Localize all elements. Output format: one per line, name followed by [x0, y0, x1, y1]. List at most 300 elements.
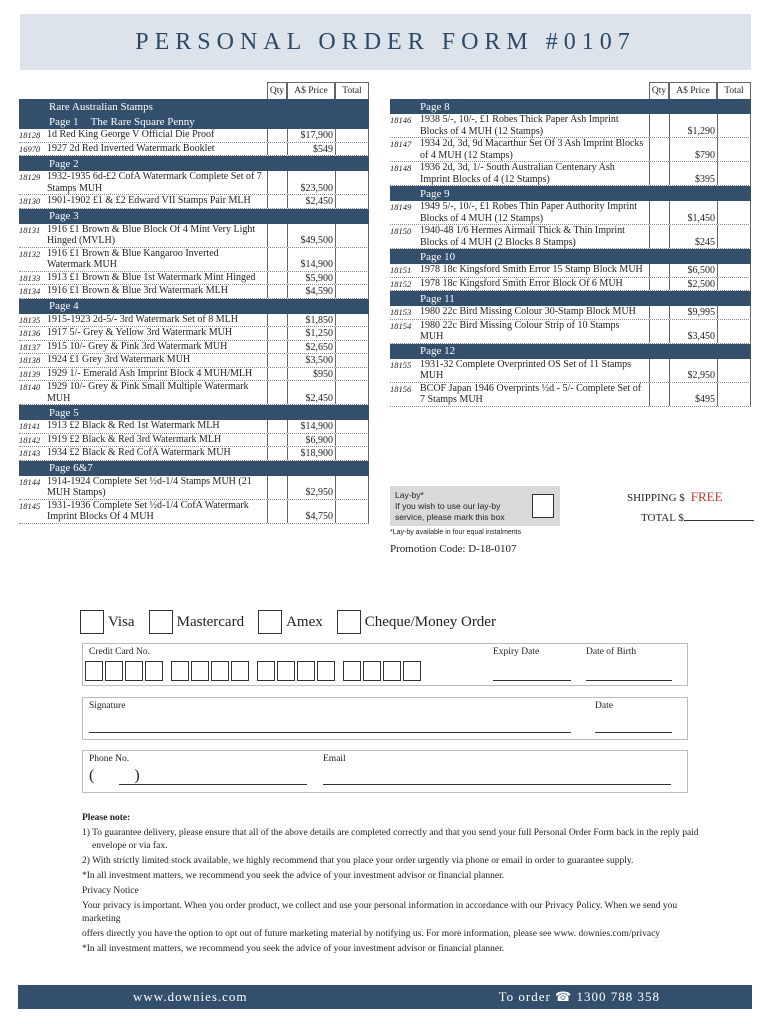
total-cell[interactable] [335, 195, 369, 208]
item-row [390, 225, 751, 249]
item-row [19, 434, 369, 448]
right-sections [390, 99, 751, 407]
item-code: 18153 [390, 307, 412, 317]
qty-cell[interactable] [267, 434, 287, 447]
dob-label: Date of Birth [586, 647, 637, 657]
item-description: 1927 2d Red Inverted Watermark Booklet [47, 142, 215, 154]
price-cell [669, 359, 717, 382]
option-cheque[interactable] [337, 610, 496, 634]
item-price: $4,750 [305, 511, 333, 522]
item-description: 1931-32 Complete Overprinted OS Set of 11 Stamps MUH [420, 358, 631, 381]
price-cell [287, 381, 335, 404]
expiry-label: Expiry Date [493, 647, 540, 657]
section-header [390, 99, 751, 114]
item-row [19, 224, 369, 248]
cc-digit-box[interactable] [105, 661, 123, 681]
total-cell[interactable] [717, 383, 751, 406]
price-cell [287, 314, 335, 327]
item-row [19, 368, 369, 382]
payment-options [80, 610, 510, 634]
total-cell[interactable] [335, 272, 369, 285]
price-cell [669, 138, 717, 161]
cc-label: Credit Card No. [89, 647, 150, 657]
section-name: Page 1 [49, 115, 79, 128]
qty-cell[interactable] [267, 272, 287, 285]
item-code: 18148 [390, 163, 412, 173]
price-cell [287, 420, 335, 433]
section-name: Page 3 [49, 210, 79, 222]
section-subtitle: The Rare Square Penny [90, 115, 195, 128]
item-code: 18138 [19, 355, 41, 365]
item-description: 1929 10/- Grey & Pink Small Multiple Watermark MUH [47, 381, 249, 404]
item-price: $495 [695, 394, 715, 405]
section-header [390, 249, 751, 264]
qty-cell[interactable] [267, 368, 287, 381]
qty-cell[interactable] [649, 162, 669, 185]
visa-checkbox[interactable] [80, 610, 104, 634]
phone-paren: ( ) [89, 767, 140, 784]
right-column [390, 82, 751, 407]
total-cell[interactable] [335, 248, 369, 271]
item-description: 1931-1936 Complete Set ½d-1/4 CofA Watermark Imprint Blocks Of 4 MUH [47, 499, 249, 522]
phone-label: Phone No. [89, 754, 130, 764]
price-cell [287, 368, 335, 381]
item-code: 18131 [19, 224, 41, 235]
date-field[interactable] [595, 732, 672, 733]
item-price: $14,900 [300, 259, 333, 270]
total-header: Total [335, 82, 369, 99]
section-name: Page 12 [420, 345, 456, 357]
item-description: 1932-1935 6d-£2 CofA Watermark Complete Set of 7 Stamps MUH [47, 171, 262, 194]
qty-cell[interactable] [267, 327, 287, 340]
total-field[interactable] [684, 520, 754, 521]
item-code: 18135 [19, 314, 41, 325]
price-cell [669, 201, 717, 224]
title-bar [20, 14, 751, 70]
total-cell[interactable] [717, 278, 751, 291]
qty-header: Qty [267, 82, 287, 99]
item-row [390, 278, 751, 292]
item-code: 18134 [19, 286, 41, 296]
qty-cell[interactable] [267, 129, 287, 142]
mastercard-label: Mastercard [176, 613, 245, 630]
price-cell [287, 476, 335, 499]
item-price: $4,590 [305, 286, 333, 297]
qty-cell[interactable] [267, 354, 287, 367]
note-4: *In all investment matters, we recommend you seek the advice of your investment advisor or financial planner. [82, 944, 505, 954]
item-price: $49,500 [300, 235, 333, 246]
total-cell[interactable] [335, 447, 369, 460]
item-code: 18150 [390, 226, 412, 236]
cc-digit-box[interactable] [191, 661, 209, 681]
amex-checkbox[interactable] [258, 610, 282, 634]
total-header: Total [717, 82, 751, 99]
item-code: 18155 [390, 359, 412, 370]
item-price: $1,250 [305, 328, 333, 339]
total-cell[interactable] [717, 138, 751, 161]
email-field[interactable] [323, 784, 671, 785]
item-description: 1916 £1 Brown & Blue Kangaroo Inverted Watermark MUH [47, 247, 219, 270]
qty-cell[interactable] [267, 381, 287, 404]
section-name: Page 6&7 [49, 462, 93, 474]
dob-field[interactable] [586, 680, 672, 681]
item-price: $1,450 [687, 212, 715, 224]
item-price: $395 [695, 173, 715, 185]
amex-label: Amex [286, 613, 323, 630]
price-cell [287, 500, 335, 523]
section-name: Page 4 [49, 300, 79, 312]
item-price: $2,650 [305, 341, 333, 353]
item-row [390, 306, 751, 320]
credit-card-section [82, 643, 688, 686]
cc-digit-box[interactable] [363, 661, 381, 681]
total-cell[interactable] [335, 368, 369, 381]
item-row [19, 354, 369, 368]
item-code: 18154 [390, 320, 412, 331]
total-cell[interactable] [717, 225, 751, 248]
item-price: $5,900 [305, 272, 333, 284]
item-price: $14,900 [300, 421, 333, 432]
item-description: 1980 22c Bird Missing Colour 30-Stamp Block MUH [420, 306, 636, 317]
qty-cell[interactable] [267, 224, 287, 247]
section-name: Page 2 [49, 157, 79, 170]
item-code: 18156 [390, 383, 412, 394]
qty-cell[interactable] [267, 500, 287, 523]
item-row [19, 285, 369, 299]
price-cell [287, 248, 335, 271]
item-code: 18152 [390, 278, 412, 289]
item-code: 18142 [19, 434, 41, 445]
cc-digit-box[interactable] [85, 661, 103, 681]
total-cell[interactable] [717, 201, 751, 224]
cc-digit-box[interactable] [211, 661, 229, 681]
privacy-title: Privacy Notice [82, 886, 139, 896]
price-cell [287, 447, 335, 460]
promo-code: Promotion Code: D-18-0107 [390, 543, 517, 555]
cheque-checkbox[interactable] [337, 610, 361, 634]
price-cell [287, 434, 335, 447]
item-price: $1,850 [305, 314, 333, 326]
price-cell [287, 272, 335, 285]
expiry-field[interactable] [493, 680, 571, 681]
item-row [390, 383, 751, 407]
qty-cell[interactable] [267, 420, 287, 433]
cc-digit-box[interactable] [403, 661, 421, 681]
qty-cell[interactable] [267, 447, 287, 460]
qty-cell[interactable] [649, 264, 669, 277]
item-row [390, 264, 751, 278]
item-code: 16970 [19, 143, 41, 154]
item-code: 18147 [390, 139, 412, 149]
item-description: 1940-48 1/6 Hermes Airmail Thick & Thin Imprint Blocks of 4 MUH (2 Blocks 8 Stamps) [420, 225, 625, 248]
total-cell[interactable] [335, 171, 369, 194]
section-name: Page 10 [420, 250, 456, 263]
total-cell[interactable] [717, 320, 751, 343]
item-description: 1934 2d, 3d, 9d Macarthur Set Of 3 Ash Imprint Blocks of 4 MUH (12 Stamps) [420, 138, 644, 161]
item-row [19, 341, 369, 355]
cheque-label: Cheque/Money Order [364, 613, 496, 630]
price-cell [287, 354, 335, 367]
item-price: $950 [313, 368, 333, 380]
item-code: 18137 [19, 341, 41, 352]
website-link[interactable]: www.downies.com [133, 989, 248, 1004]
notes-heading: Please note: [82, 813, 131, 823]
item-code: 18149 [390, 202, 412, 212]
price-cell [287, 327, 335, 340]
item-code: 18145 [19, 500, 41, 511]
item-price: $2,950 [305, 487, 333, 498]
item-row [19, 447, 369, 461]
option-mastercard[interactable] [149, 610, 244, 634]
item-description: 1916 £1 Brown & Blue Block Of 4 Mint Very Light Hinged (MVLH) [47, 223, 256, 246]
item-price: $549 [313, 143, 333, 155]
item-row [19, 327, 369, 341]
price-cell [287, 143, 335, 156]
price-cell [669, 114, 717, 137]
total-cell[interactable] [335, 381, 369, 404]
qty-cell[interactable] [267, 195, 287, 208]
price-cell [287, 341, 335, 354]
qty-cell[interactable] [267, 171, 287, 194]
item-row [19, 500, 369, 524]
total-cell[interactable] [335, 420, 369, 433]
left-column [19, 82, 369, 524]
total-label: TOTAL $ [641, 512, 684, 524]
qty-cell[interactable] [267, 476, 287, 499]
privacy-text-2: offers directly you have the option to opt out of future marketing material by notifying us. For more information, please see www. downies.com/privacy [82, 929, 661, 939]
email-label: Email [323, 754, 346, 764]
item-description: 1980 22c Bird Missing Colour Strip of 10 Stamps MUH [420, 319, 620, 342]
item-code: 18139 [19, 368, 41, 379]
total-cell[interactable] [335, 327, 369, 340]
item-code: 18146 [390, 115, 412, 125]
qty-cell[interactable] [649, 225, 669, 248]
item-description: 1d Red King George V Official Die Proof [47, 129, 215, 140]
column-headers-right [390, 82, 751, 99]
total-cell[interactable] [335, 354, 369, 367]
layby-checkbox[interactable] [532, 494, 554, 518]
total-cell[interactable] [335, 476, 369, 499]
layby-box [390, 486, 560, 526]
signature-field[interactable] [89, 732, 571, 733]
item-price: $6,500 [687, 265, 715, 276]
item-description: 1949 5/-, 10/-, £1 Robes Thin Paper Authority Imprint Blocks of 4 MUH (12 Stamps) [420, 201, 638, 224]
item-price: $9,995 [687, 307, 715, 318]
item-description: 1913 £2 Black & Red 1st Watermark MLH [47, 420, 220, 431]
total-cell[interactable] [335, 224, 369, 247]
item-description: BCOF Japan 1946 Overprints ½d - 5/- Complete Set of 7 Stamps MUH [420, 382, 642, 405]
item-code: 18140 [19, 382, 41, 392]
item-description: 1915-1923 2d-5/- 3rd Watermark Set of 8 MLH [47, 313, 238, 325]
item-row [19, 381, 369, 405]
price-cell [669, 264, 717, 277]
item-price: $3,500 [305, 355, 333, 366]
layby-text: If you wish to use our lay-by service, please mark this box [395, 501, 505, 522]
item-price: $2,950 [687, 370, 715, 381]
layby-title: Lay-by* [395, 490, 424, 500]
footer-bar [18, 985, 752, 1009]
total-cell[interactable] [335, 341, 369, 354]
qty-cell[interactable] [267, 285, 287, 298]
price-cell [287, 195, 335, 208]
item-code: 18132 [19, 248, 41, 259]
item-code: 18130 [19, 196, 41, 206]
qty-cell[interactable] [267, 341, 287, 354]
section-name: Page 11 [420, 292, 455, 305]
item-price: $6,900 [305, 434, 333, 446]
item-price: $18,900 [300, 448, 333, 459]
signature-section [82, 697, 688, 740]
item-description: 1929 1/- Emerald Ash Imprint Block 4 MUH/MLH [47, 367, 253, 379]
item-price: $1,290 [687, 125, 715, 137]
section-header [390, 186, 751, 201]
item-description: 1978 18c Kingsford Smith Error Block Of 6 MUH [420, 277, 623, 289]
shipping-value: FREE [690, 489, 723, 504]
item-row [390, 320, 751, 344]
item-description: 1936 2d, 3d, 1/- South Australian Centenary Ash Imprint Blocks of 4 (12 Stamps) [420, 162, 615, 185]
cc-digit-box[interactable] [317, 661, 335, 681]
signature-label: Signature [89, 701, 126, 711]
total-cell[interactable] [717, 306, 751, 319]
item-code: 18144 [19, 476, 41, 487]
item-description: 1978 18c Kingsford Smith Error 15 Stamp Block MUH [420, 264, 643, 275]
item-description: 1901-1902 £1 & £2 Edward VII Stamps Pair MLH [47, 195, 251, 206]
section-header [390, 344, 751, 359]
total-cell[interactable] [717, 359, 751, 382]
section-header [19, 156, 369, 171]
qty-cell[interactable] [649, 306, 669, 319]
shipping-line [627, 489, 723, 505]
item-description: 1915 10/- Grey & Pink 3rd Watermark MUH [47, 340, 228, 352]
price-cell [669, 162, 717, 185]
price-cell [287, 171, 335, 194]
page-title: PERSONAL ORDER FORM #0107 [135, 28, 636, 55]
item-description: 1914-1924 Complete Set ½d-1/4 Stamps MUH (21 MUH Stamps) [47, 475, 252, 498]
item-row [390, 138, 751, 162]
total-cell[interactable] [335, 314, 369, 327]
qty-cell[interactable] [267, 248, 287, 271]
section-name: Page 9 [420, 187, 450, 200]
total-cell[interactable] [335, 500, 369, 523]
item-price: $245 [695, 236, 715, 248]
total-cell[interactable] [335, 285, 369, 298]
item-price: $790 [695, 149, 715, 161]
total-cell[interactable] [717, 114, 751, 137]
price-header: A$ Price [287, 82, 335, 99]
price-cell [669, 320, 717, 343]
item-row [19, 129, 369, 143]
item-code: 18143 [19, 448, 41, 458]
qty-cell[interactable] [649, 359, 669, 382]
section-name: Page 5 [49, 406, 79, 419]
price-cell [669, 383, 717, 406]
item-description: 1917 5/- Grey & Yellow 3rd Watermark MUH [47, 327, 233, 338]
qty-cell[interactable] [649, 201, 669, 224]
cc-digit-box[interactable] [297, 661, 315, 681]
cc-digit-box[interactable] [145, 661, 163, 681]
item-price: $2,450 [305, 196, 333, 207]
phone-order: To order ☎ 1300 788 358 [498, 989, 660, 1004]
item-row [390, 201, 751, 225]
section-header [19, 209, 369, 224]
cc-digit-box[interactable] [171, 661, 189, 681]
note-3: *In all investment matters, we recommend you seek the advice of your investment advisor or financial planner. [82, 871, 505, 881]
price-cell [669, 278, 717, 291]
phone-field[interactable] [119, 784, 307, 785]
section-header [390, 291, 751, 306]
qty-cell[interactable] [267, 143, 287, 156]
price-cell [287, 285, 335, 298]
qty-cell[interactable] [649, 138, 669, 161]
section-header [19, 405, 369, 420]
date-label: Date [595, 701, 613, 711]
item-row [19, 248, 369, 272]
item-row [390, 162, 751, 186]
item-code: 18133 [19, 272, 41, 283]
visa-label: Visa [108, 613, 135, 630]
item-price: $17,900 [300, 130, 333, 141]
item-price: $2,450 [305, 392, 333, 404]
item-row [19, 143, 369, 157]
option-amex[interactable] [258, 610, 323, 634]
item-code: 18151 [390, 265, 412, 275]
cc-digit-box[interactable] [277, 661, 295, 681]
item-code: 18141 [19, 421, 41, 431]
cc-digit-box[interactable] [125, 661, 143, 681]
total-cell[interactable] [335, 129, 369, 142]
item-row [19, 476, 369, 500]
price-cell [287, 224, 335, 247]
mastercard-checkbox[interactable] [149, 610, 173, 634]
total-cell[interactable] [717, 162, 751, 185]
item-description: 1924 £1 Grey 3rd Watermark MUH [47, 354, 191, 365]
contact-section [82, 750, 688, 793]
qty-cell[interactable] [649, 320, 669, 343]
note-1: 1) To guarantee delivery, please ensure that all of the above details are completed correctly and that you send your full Personal Order Form back in the reply paid envelope or via fax. [82, 828, 699, 851]
cc-digit-box[interactable] [257, 661, 275, 681]
cc-digit-box[interactable] [343, 661, 361, 681]
item-price: $23,500 [300, 182, 333, 194]
qty-cell[interactable] [649, 383, 669, 406]
item-description: 1934 £2 Black & Red CofA Watermark MUH [47, 447, 231, 458]
qty-cell[interactable] [649, 278, 669, 291]
price-cell [287, 129, 335, 142]
category-header: Rare Australian Stamps [19, 99, 369, 114]
column-headers [19, 82, 369, 99]
total-cell[interactable] [717, 264, 751, 277]
total-cell[interactable] [335, 434, 369, 447]
layby-note: *Lay-by available in four equal instalments [390, 529, 522, 536]
item-code: 18128 [19, 130, 41, 140]
option-visa[interactable] [80, 610, 135, 634]
item-price: $2,500 [687, 278, 715, 290]
privacy-text-1: Your privacy is important. When you order product, we collect and use your personal information in accordance with our Privacy Policy. When we send you marketing [82, 901, 678, 924]
item-code: 18129 [19, 172, 41, 182]
total-cell[interactable] [335, 143, 369, 156]
note-2: 2) With strictly limited stock available, we highly recommend that you place your order urgently via phone or email in order to guarantee supply. [82, 856, 634, 866]
item-price: $3,450 [687, 331, 715, 342]
cc-digit-box[interactable] [231, 661, 249, 681]
price-header: A$ Price [669, 82, 717, 99]
section-header [19, 114, 369, 129]
shipping-label: SHIPPING $ [627, 492, 685, 504]
item-row [19, 272, 369, 286]
section-header [19, 299, 369, 314]
item-row [19, 195, 369, 209]
cc-digit-box[interactable] [383, 661, 401, 681]
qty-cell[interactable] [649, 114, 669, 137]
qty-cell[interactable] [267, 314, 287, 327]
